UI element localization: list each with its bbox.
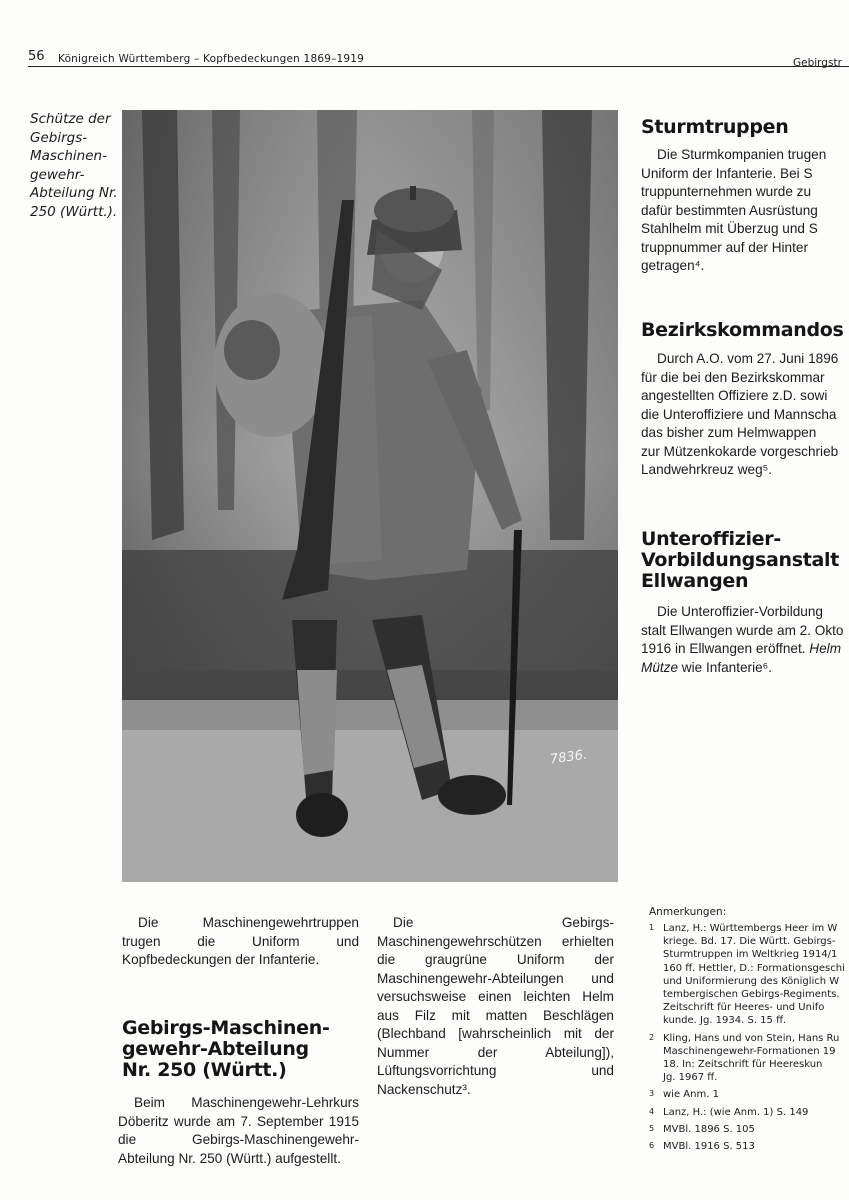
note-item: 3 wie Anm. 1	[649, 1089, 719, 1101]
heading-sturmtruppen: Sturmtruppen	[641, 116, 789, 138]
sturmtruppen-text: Die Sturmkompanien trugen Uniform der Infanterie. Bei S truppunternehmen wurde zu dafür bestimmten Ausrüstung Stahlhelm mit Überzug und S truppnummer auf der Hinter getragen⁴.	[641, 147, 827, 273]
note-item: 4 Lanz, H.: (wie Anm. 1) S. 149	[649, 1106, 809, 1118]
photo-caption: Schütze der Gebirgs-Maschinen-gewehr-Abteilung Nr. 250 (Württ.).	[30, 111, 118, 220]
soldier-photograph	[122, 110, 618, 882]
col2-paragraph: Die Gebirgs-Maschinengewehrschützen erhielten die graugrüne Uniform der Maschinengewehr-Abteilungen und versuchsweise einen leichten Helm aus Filz mit matten Beschlägen (Blechband [wahrscheinlich mit der Nummer der Abteilung]), Lüftungsvorrichtung und Nackenschutz³.	[377, 915, 614, 1097]
bezirk-text: Durch A.O. vom 27. Juni 1896 für die bei den Bezirkskommar angestellten Offiziere z.D. sowi die Unteroffiziere und Mannscha das bisher zum Helmwappen zur Mützenkokarde vorgeschrieb Landwehrkreuz weg⁵.	[641, 351, 839, 477]
heading-gebirgs-mg: Gebirgs-Maschinen- gewehr-Abteilung Nr. 250 (Württ.)	[122, 1017, 330, 1081]
header-rule	[28, 66, 849, 67]
col1-paragraph: Die Maschinengewehrtruppen trugen die Uniform und Kopfbedeckungen der Infanterie.	[122, 915, 359, 967]
heading-ellwangen: Unteroffizier- Vorbildungsanstalt Ellwangen	[641, 528, 840, 592]
ellwangen-text: Die Unteroffizier-Vorbildung stalt Ellwangen wurde am 2. Okto 1916 in Ellwangen eröffnet. Helm Mütze wie Infanterie⁶.	[641, 604, 844, 675]
photo-annotation: 7836.	[549, 747, 589, 768]
note-item: 1 Lanz, H.: Württembergs Heer im W kriege. Bd. 17. Die Württ. Gebirgs- Sturmtruppen im Weltkrieg 1914/1 160 ff. Hettler, D.: Formationsgeschi und Uniformierung des Königlich W tembergischen Gebirgs-Regiments. Zeitschrift für Heeres- und Unifo kunde. Jg. 1934. S. 15 ff.	[649, 923, 845, 1027]
notes-title: Anmerkungen:	[649, 906, 727, 918]
page-number: 56	[28, 49, 45, 64]
col1-paragraph-2: Beim Maschinengewehr-Lehrkurs Döberitz wurde am 7. September 1915 die Gebirgs-Maschinengewehr-Abteilung Nr. 250 (Württ.) aufgestellt.	[118, 1095, 359, 1166]
running-title: Königreich Württemberg – Kopfbedeckungen 1869–1919	[58, 53, 365, 65]
note-item: 6 MVBl. 1916 S. 513	[649, 1141, 755, 1153]
heading-bezirkskommandos: Bezirkskommandos	[641, 319, 844, 341]
notes-list	[649, 922, 849, 1157]
running-title-right: Gebirgstr	[793, 57, 842, 69]
note-item: 2 Kling, Hans und von Stein, Hans Ru Maschinengewehr-Formationen 19 18. In: Zeitschrift für Heereskun Jg. 1967 ff.	[649, 1032, 840, 1084]
note-item: 5 MVBl. 1896 S. 105	[649, 1123, 755, 1135]
